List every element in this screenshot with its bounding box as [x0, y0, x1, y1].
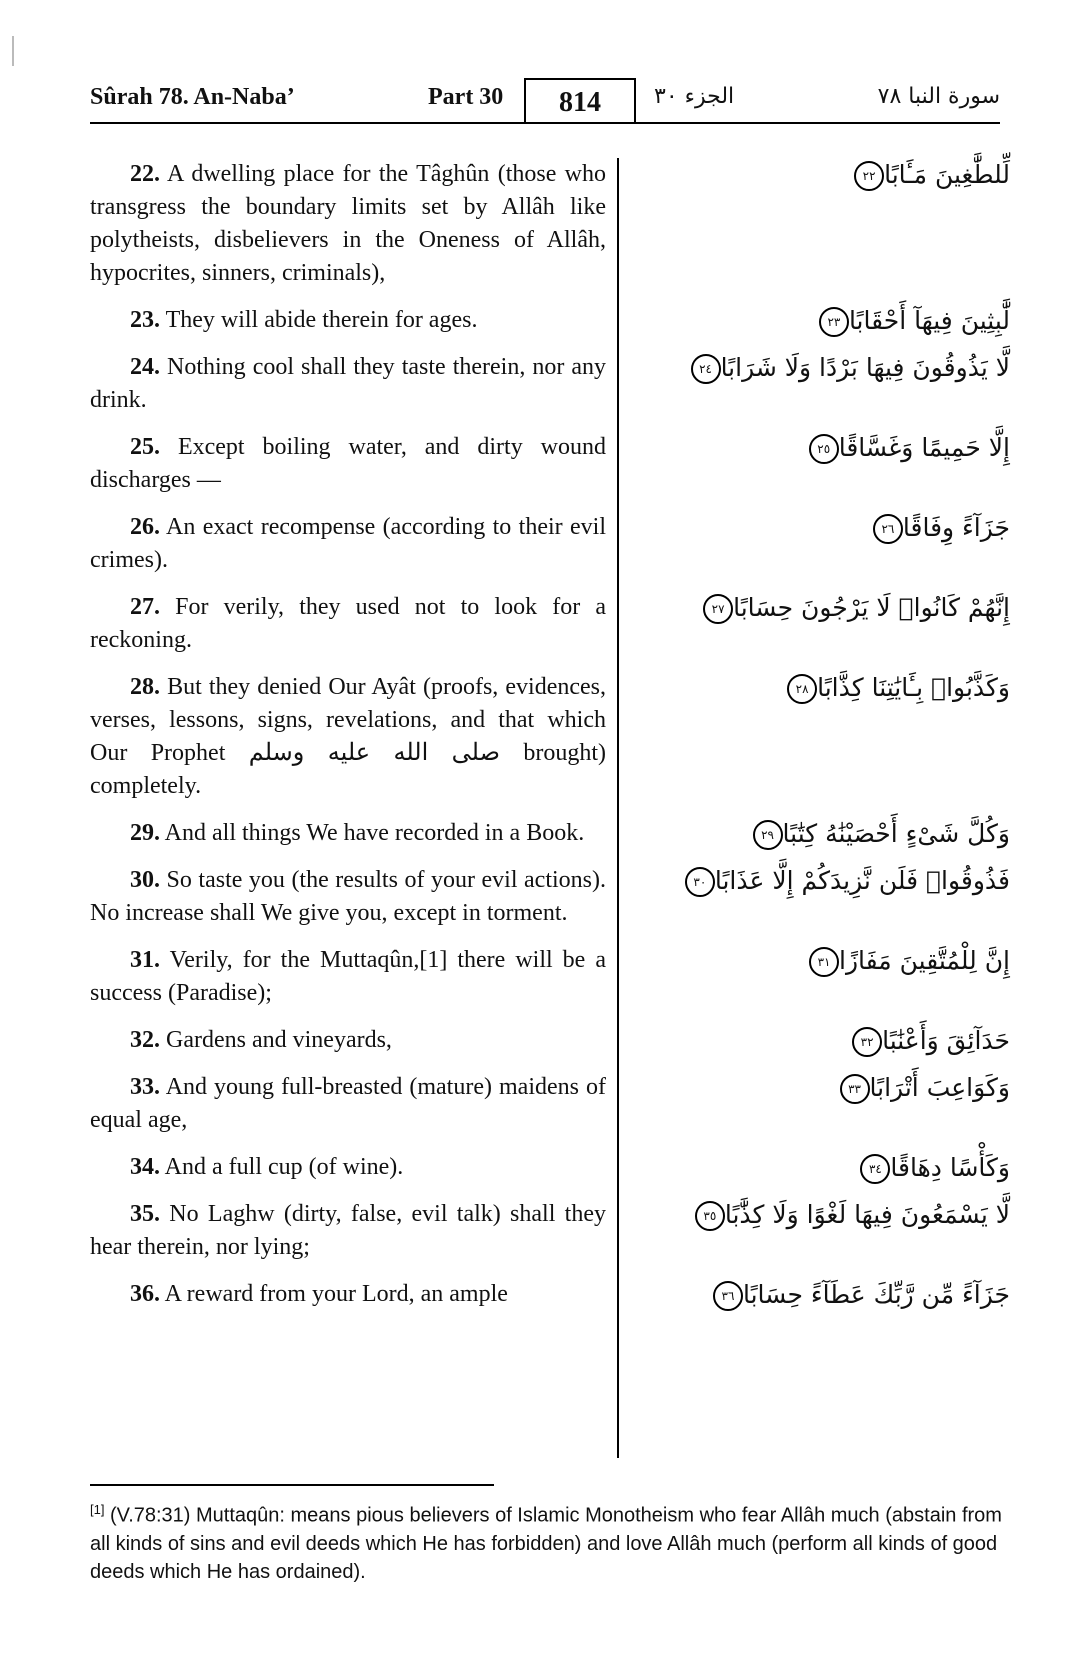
verse-end-marker-icon: ٢٩: [753, 820, 783, 850]
verse-arabic: وَكَوَاعِبَ أَتْرَابًا٣٣: [650, 1071, 1010, 1105]
verse-translation: 27. For verily, they used not to look for a reckoning.: [90, 594, 606, 653]
verse-translation: 33. And young full-breasted (mature) maidens of equal age,: [90, 1074, 606, 1133]
verse-26: [90, 511, 1010, 577]
verse-end-marker-icon: ٢٧: [703, 594, 733, 624]
verse-22: [90, 158, 1010, 290]
verse-end-marker-icon: ٣٢: [852, 1027, 882, 1057]
verse-arabic: إِلَّا حَمِيمًا وَغَسَّاقًا٢٥: [650, 431, 1010, 465]
surah-title-ar: سورة النبا ٧٨: [877, 84, 1000, 109]
verse-23: [90, 304, 1010, 337]
part-label-en: Part 30: [428, 84, 504, 110]
verse-end-marker-icon: ٣٤: [860, 1154, 890, 1184]
verse-translation: 26. An exact recompense (according to their evil crimes).: [90, 514, 606, 573]
verse-27: [90, 591, 1010, 657]
verse-28: [90, 671, 1010, 803]
verse-32: [90, 1024, 1010, 1057]
header-rule: [90, 122, 1000, 124]
page-header: [90, 78, 1010, 126]
verse-24: [90, 351, 1010, 417]
footnote-marker: [1]: [90, 1502, 105, 1517]
verse-arabic: لَّا يَسْمَعُونَ فِيهَا لَغْوًا وَلَا كِذَّٰبًا٣٥: [650, 1198, 1010, 1232]
verse-end-marker-icon: ٣١: [809, 947, 839, 977]
verse-translation: 36. A reward from your Lord, an ample: [130, 1281, 508, 1307]
verse-29: [90, 817, 1010, 850]
verse-end-marker-icon: ٢٥: [809, 434, 839, 464]
verse-end-marker-icon: ٣٣: [840, 1074, 870, 1104]
verse-25: [90, 431, 1010, 497]
verse-arabic: لَّٰبِثِينَ فِيهَآ أَحْقَابًا٢٣: [650, 304, 1010, 338]
verse-end-marker-icon: ٣٠: [685, 867, 715, 897]
verse-end-marker-icon: ٢٦: [873, 514, 903, 544]
verse-translation: 29. And all things We have recorded in a Book.: [130, 820, 585, 846]
verse-arabic: جَزَآءً مِّن رَّبِّكَ عَطَآءً حِسَابًا٣٦: [650, 1278, 1010, 1312]
verse-translation: 25. Except boiling water, and dirty wound discharges —: [90, 434, 606, 493]
verse-30: [90, 864, 1010, 930]
verse-translation: 28. But they denied Our Ayât (proofs, evidences, verses, lessons, signs, revelations, and that which Our Prophet صلى الله عليه وسلم brought) completely.: [90, 674, 606, 799]
verse-arabic: وَكَذَّبُوا۟ بِـَٔايَٰتِنَا كِذَّابًا٢٨: [650, 671, 1010, 705]
verse-end-marker-icon: ٣٦: [713, 1281, 743, 1311]
footnote: [90, 1496, 1010, 1586]
verse-35: [90, 1198, 1010, 1264]
part-label-ar: الجزء ٣٠: [654, 84, 735, 109]
verse-end-marker-icon: ٢٢: [854, 161, 884, 191]
verse-end-marker-icon: ٢٨: [787, 674, 817, 704]
verse-translation: 24. Nothing cool shall they taste therein, nor any drink.: [90, 354, 606, 413]
page-number: 814: [524, 78, 636, 122]
verse-translation: 34. And a full cup (of wine).: [130, 1154, 404, 1180]
verse-arabic: إِنَّ لِلْمُتَّقِينَ مَفَازًا٣١: [650, 944, 1010, 978]
verse-translation: 23. They will abide therein for ages.: [130, 307, 478, 333]
verse-31: [90, 944, 1010, 1010]
verse-end-marker-icon: ٢٣: [819, 307, 849, 337]
verse-arabic: جَزَآءً وِفَاقًا٢٦: [650, 511, 1010, 545]
verse-33: [90, 1071, 1010, 1137]
verse-translation: 31. Verily, for the Muttaqûn,[1] there will be a success (Paradise);: [90, 947, 606, 1006]
footnote-text: (V.78:31) Muttaqûn: means pious believers of Islamic Monotheism who fear Allâh much (abstain from all kinds of sins and evil deeds which He has forbidden) and love Allâh much (perform all kinds of good deeds which He has ordained).: [90, 1504, 1002, 1583]
verse-translation: 30. So taste you (the results of your evil actions). No increase shall We give you, except in torment.: [90, 867, 606, 926]
verse-34: [90, 1151, 1010, 1184]
verse-arabic: فَذُوقُوا۟ فَلَن نَّزِيدَكُمْ إِلَّا عَذَابًا٣٠: [650, 864, 1010, 898]
footnote-rule: [90, 1484, 494, 1486]
verse-arabic: لَّا يَذُوقُونَ فِيهَا بَرْدًا وَلَا شَرَابًا٢٤: [650, 351, 1010, 385]
surah-title-en: Sûrah 78. An-Naba’: [90, 84, 295, 110]
verse-arabic: حَدَآئِقَ وَأَعْنَٰبًا٣٢: [650, 1024, 1010, 1058]
verse-arabic: وَكَأْسًا دِهَاقًا٣٤: [650, 1151, 1010, 1185]
verse-translation: 22. A dwelling place for the Tâghûn (those who transgress the boundary limits set by Allâh like polytheists, disbelievers in the Oneness of Allâh, hypocrites, sinners, criminals),: [90, 161, 606, 286]
margin-mark: [12, 36, 14, 66]
verse-list: [90, 158, 1010, 1325]
verse-arabic: لِّلطَّٰغِينَ مَـَٔابًا٢٢: [650, 158, 1010, 192]
verse-translation: 32. Gardens and vineyards,: [130, 1027, 392, 1053]
verse-arabic: إِنَّهُمْ كَانُوا۟ لَا يَرْجُونَ حِسَابًا٢٧: [650, 591, 1010, 625]
verse-end-marker-icon: ٣٥: [695, 1201, 725, 1231]
verse-end-marker-icon: ٢٤: [691, 354, 721, 384]
verse-arabic: وَكُلَّ شَىْءٍ أَحْصَيْنَٰهُ كِتَٰبًا٢٩: [650, 817, 1010, 851]
verse-translation: 35. No Laghw (dirty, false, evil talk) shall they hear therein, nor lying;: [90, 1201, 606, 1260]
verse-36: [90, 1278, 1010, 1311]
